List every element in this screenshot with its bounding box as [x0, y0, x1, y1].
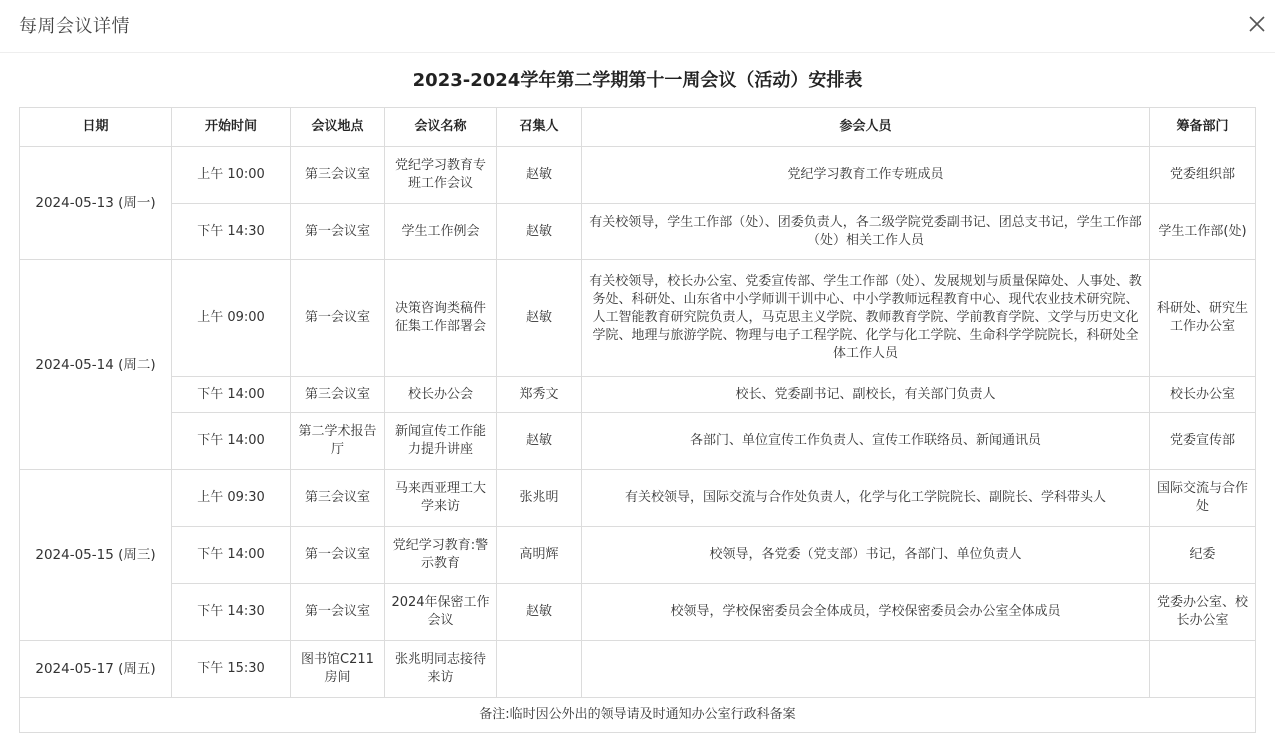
convener-cell: 赵敏 [497, 204, 582, 260]
table-row [20, 641, 1256, 698]
time-cell: 下午 14:00 [172, 377, 291, 413]
meeting-name-cell: 校长办公会 [385, 377, 497, 413]
meeting-name-cell: 马来西亚理工大学来访 [385, 470, 497, 527]
attendees-cell: 有关校领导，学生工作部（处）、团委负责人，各二级学院党委副书记、团总支书记，学生工作部（处）相关工作人员 [582, 204, 1150, 260]
attendees-cell: 有关校领导，校长办公室、党委宣传部、学生工作部（处）、发展规划与质量保障处、人事处、教务处、科研处、山东省中小学师训干训中心、中小学教师远程教育中心、现代农业技术研究院、人工智能教育研究院负责人，马克思主义学院、教师教育学院、学前教育学院、文学与历史文化学院、地理与旅游学院、物理与电子工程学院、化学与化工学院、生命科学学院院长，科研处全体工作人员 [582, 260, 1150, 377]
table-header-row [20, 108, 1256, 147]
remarks-row [20, 698, 1256, 733]
department-cell: 校长办公室 [1150, 377, 1256, 413]
remarks-text: 备注:临时因公外出的领导请及时通知办公室行政科备案 [20, 698, 1256, 733]
modal-title: 每周会议详情 [19, 16, 130, 37]
date-cell: 2024-05-14 (周二) [20, 260, 172, 470]
meeting-name-cell: 张兆明同志接待来访 [385, 641, 497, 698]
location-cell: 第二学术报告厅 [291, 413, 385, 470]
department-cell [1150, 641, 1256, 698]
location-cell: 图书馆C211房间 [291, 641, 385, 698]
schedule-title: 2023-2024学年第二学期第十一周会议（活动）安排表 [412, 70, 863, 91]
department-cell: 学生工作部(处) [1150, 204, 1256, 260]
time-cell: 上午 09:00 [172, 260, 291, 377]
attendees-cell: 校领导，学校保密委员会全体成员，学校保密委员会办公室全体成员 [582, 584, 1150, 641]
department-cell: 党委办公室、校长办公室 [1150, 584, 1256, 641]
attendees-cell: 各部门、单位宣传工作负责人、宣传工作联络员、新闻通讯员 [582, 413, 1150, 470]
department-cell: 党委组织部 [1150, 147, 1256, 204]
table-row [20, 204, 1256, 260]
attendees-cell: 党纪学习教育工作专班成员 [582, 147, 1150, 204]
table-row [20, 470, 1256, 527]
date-cell: 2024-05-15 (周三) [20, 470, 172, 641]
date-cell: 2024-05-17 (周五) [20, 641, 172, 698]
time-cell: 上午 10:00 [172, 147, 291, 204]
time-cell: 下午 15:30 [172, 641, 291, 698]
location-cell: 第一会议室 [291, 204, 385, 260]
location-cell: 第三会议室 [291, 147, 385, 204]
attendees-cell [582, 641, 1150, 698]
attendees-cell: 校领导，各党委（党支部）书记，各部门、单位负责人 [582, 527, 1150, 584]
meeting-name-cell: 2024年保密工作会议 [385, 584, 497, 641]
convener-cell: 郑秀文 [497, 377, 582, 413]
column-header-meeting-name: 会议名称 [385, 108, 497, 147]
department-cell: 纪委 [1150, 527, 1256, 584]
location-cell: 第一会议室 [291, 584, 385, 641]
table-row [20, 260, 1256, 377]
department-cell: 党委宣传部 [1150, 413, 1256, 470]
attendees-cell: 有关校领导，国际交流与合作处负责人，化学与化工学院院长、副院长、学科带头人 [582, 470, 1150, 527]
table-row [20, 147, 1256, 204]
table-row [20, 584, 1256, 641]
location-cell: 第一会议室 [291, 527, 385, 584]
date-cell: 2024-05-13 (周一) [20, 147, 172, 260]
meeting-schedule-table [19, 107, 1256, 733]
column-header-date: 日期 [20, 108, 172, 147]
close-icon-glyph [1248, 15, 1266, 33]
time-cell: 下午 14:00 [172, 413, 291, 470]
department-cell: 科研处、研究生工作办公室 [1150, 260, 1256, 377]
column-header-location: 会议地点 [291, 108, 385, 147]
location-cell: 第三会议室 [291, 377, 385, 413]
column-header-convener: 召集人 [497, 108, 582, 147]
close-icon[interactable] [1245, 10, 1269, 38]
meeting-name-cell: 新闻宣传工作能力提升讲座 [385, 413, 497, 470]
column-header-department: 筹备部门 [1150, 108, 1256, 147]
meeting-name-cell: 党纪学习教育:警示教育 [385, 527, 497, 584]
convener-cell: 张兆明 [497, 470, 582, 527]
table-row [20, 527, 1256, 584]
column-header-attendees: 参会人员 [582, 108, 1150, 147]
convener-cell: 赵敏 [497, 260, 582, 377]
meeting-name-cell: 决策咨询类稿件征集工作部署会 [385, 260, 497, 377]
table-row [20, 377, 1256, 413]
table-row [20, 413, 1256, 470]
meeting-name-cell: 学生工作例会 [385, 204, 497, 260]
modal-header [0, 0, 1275, 53]
location-cell: 第一会议室 [291, 260, 385, 377]
time-cell: 下午 14:30 [172, 204, 291, 260]
convener-cell: 赵敏 [497, 147, 582, 204]
convener-cell: 赵敏 [497, 413, 582, 470]
convener-cell [497, 641, 582, 698]
department-cell: 国际交流与合作处 [1150, 470, 1256, 527]
column-header-start-time: 开始时间 [172, 108, 291, 147]
location-cell: 第三会议室 [291, 470, 385, 527]
time-cell: 下午 14:30 [172, 584, 291, 641]
meeting-name-cell: 党纪学习教育专班工作会议 [385, 147, 497, 204]
time-cell: 上午 09:30 [172, 470, 291, 527]
time-cell: 下午 14:00 [172, 527, 291, 584]
convener-cell: 高明辉 [497, 527, 582, 584]
attendees-cell: 校长、党委副书记、副校长，有关部门负责人 [582, 377, 1150, 413]
convener-cell: 赵敏 [497, 584, 582, 641]
